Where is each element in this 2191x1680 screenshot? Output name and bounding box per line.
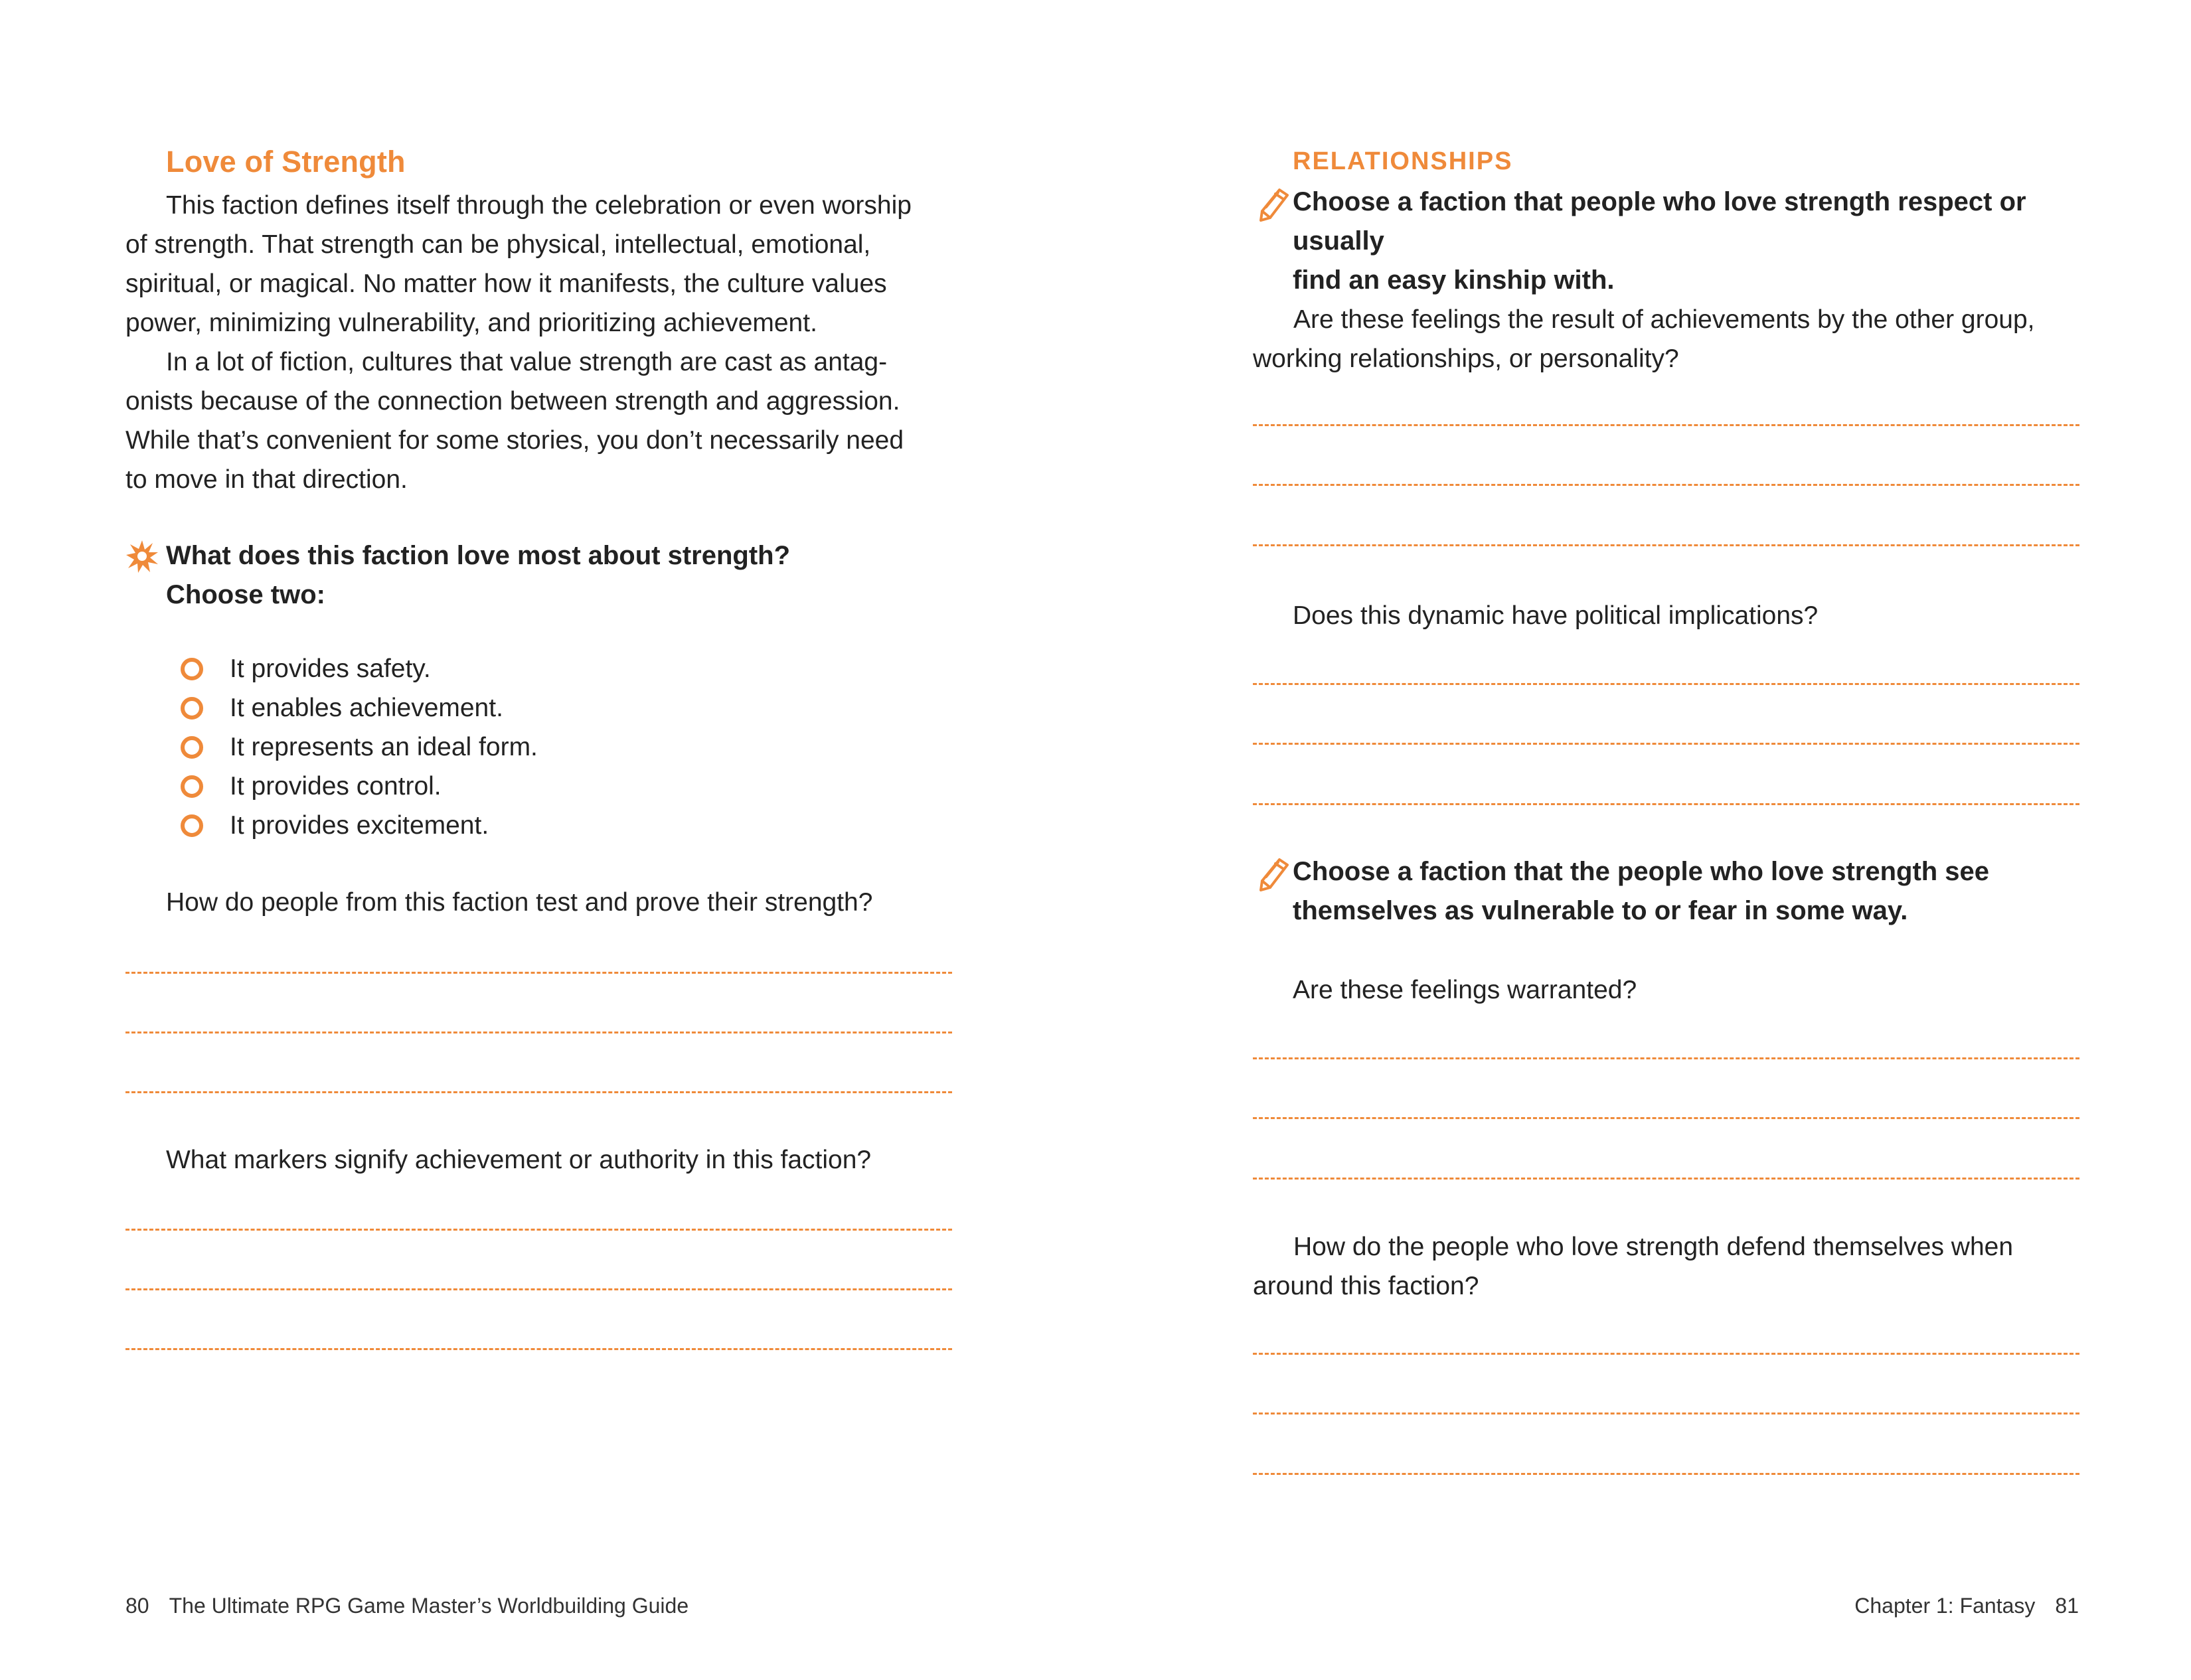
answer-line[interactable] <box>1253 1117 2079 1119</box>
left-footer <box>125 1594 689 1618</box>
choice-list <box>181 649 538 845</box>
circle-checkbox-icon[interactable] <box>181 697 203 720</box>
intro-p2-line-1: In a lot of fiction, cultures that value strength are cast as antag- <box>166 348 888 376</box>
question-warranted: Are these feelings warranted? <box>1293 976 1637 1004</box>
vulnerable-prompt-line-2: themselves as vulnerable to or fear in some way. <box>1293 896 1908 925</box>
answer-line[interactable] <box>1253 1413 2079 1414</box>
intro-p2-line-2: onists because of the connection between strength and aggression. <box>125 387 900 416</box>
answer-line[interactable] <box>1253 484 2079 486</box>
book-title: The Ultimate RPG Game Master’s Worldbuilding Guide <box>169 1594 689 1618</box>
choice-label: It enables achievement. <box>230 693 503 722</box>
answer-line[interactable] <box>1253 1473 2079 1475</box>
intro-p1-line-2: of strength. That strength can be physical, intellectual, emotional, <box>125 230 871 259</box>
strength-prompt <box>166 536 989 615</box>
question-markers: What markers signify achievement or authority in this faction? <box>166 1146 872 1174</box>
choice-item[interactable] <box>181 767 538 806</box>
answer-line[interactable] <box>1253 544 2079 546</box>
strength-prompt-line-2: Choose two: <box>166 580 325 609</box>
answer-line[interactable] <box>1253 1353 2079 1355</box>
relationships-heading: RELATIONSHIPS <box>1293 147 1513 175</box>
circle-checkbox-icon[interactable] <box>181 775 203 798</box>
pencil-icon <box>1256 857 1290 891</box>
intro-paragraph-1 <box>125 186 969 343</box>
question-feelings-result <box>1253 300 2096 378</box>
vulnerable-prompt-line-1: Choose a faction that the people who love strength see <box>1293 857 1990 886</box>
q1-line-1: Are these feelings the result of achievements by the other group, <box>1293 305 2035 334</box>
left-page-number: 80 <box>125 1594 149 1618</box>
intro-p2-line-3: While that’s convenient for some stories, you don’t necessarily need <box>125 426 904 455</box>
answer-line[interactable] <box>1253 803 2079 805</box>
answer-line[interactable] <box>125 1288 952 1290</box>
answer-line[interactable] <box>1253 1057 2079 1059</box>
chapter-label: Chapter 1: Fantasy <box>1854 1594 2036 1618</box>
answer-line[interactable] <box>125 1348 952 1350</box>
question-test-strength: How do people from this faction test and prove their strength? <box>166 888 873 917</box>
answer-line[interactable] <box>125 1091 952 1093</box>
circle-checkbox-icon[interactable] <box>181 736 203 759</box>
choice-item[interactable] <box>181 806 538 845</box>
question-political: Does this dynamic have political implications? <box>1293 601 1819 630</box>
section-title: Love of Strength <box>166 145 406 179</box>
kinship-prompt-line-2: find an easy kinship with. <box>1293 266 1615 295</box>
q4-line-2: around this faction? <box>1253 1272 1479 1300</box>
intro-p1-line-3: spiritual, or magical. No matter how it manifests, the culture values <box>125 269 887 298</box>
kinship-prompt-line-1: Choose a faction that people who love strength respect or usually <box>1293 187 2026 256</box>
right-page-number: 81 <box>2055 1594 2079 1618</box>
choice-label: It provides excitement. <box>230 810 489 840</box>
choice-label: It provides control. <box>230 771 442 801</box>
choice-item[interactable] <box>181 727 538 767</box>
intro-p2-line-4: to move in that direction. <box>125 465 408 494</box>
answer-line[interactable] <box>1253 743 2079 745</box>
starburst-icon <box>125 539 159 573</box>
answer-line[interactable] <box>125 1031 952 1033</box>
circle-checkbox-icon[interactable] <box>181 814 203 837</box>
intro-paragraph-2 <box>125 343 969 499</box>
q1-line-2: working relationships, or personality? <box>1253 344 1679 373</box>
answer-line[interactable] <box>1253 683 2079 685</box>
answer-line[interactable] <box>125 972 952 974</box>
choice-item[interactable] <box>181 688 538 727</box>
intro-p1-line-4: power, minimizing vulnerability, and prioritizing achievement. <box>125 309 817 337</box>
choice-label: It provides safety. <box>230 654 431 683</box>
answer-line[interactable] <box>1253 1178 2079 1180</box>
kinship-prompt <box>1293 183 2116 300</box>
strength-prompt-line-1: What does this faction love most about strength? <box>166 541 791 570</box>
choice-label: It represents an ideal form. <box>230 732 538 761</box>
pencil-icon <box>1256 187 1290 222</box>
q4-line-1: How do the people who love strength defend themselves when <box>1293 1233 2014 1261</box>
circle-checkbox-icon[interactable] <box>181 658 203 680</box>
intro-p1-line-1: This faction defines itself through the celebration or even worship <box>166 191 912 220</box>
answer-line[interactable] <box>1253 424 2079 426</box>
choice-item[interactable] <box>181 649 538 688</box>
question-defend <box>1253 1227 2096 1306</box>
vulnerable-prompt <box>1293 852 2116 931</box>
answer-line[interactable] <box>125 1229 952 1231</box>
right-footer <box>1854 1594 2079 1618</box>
